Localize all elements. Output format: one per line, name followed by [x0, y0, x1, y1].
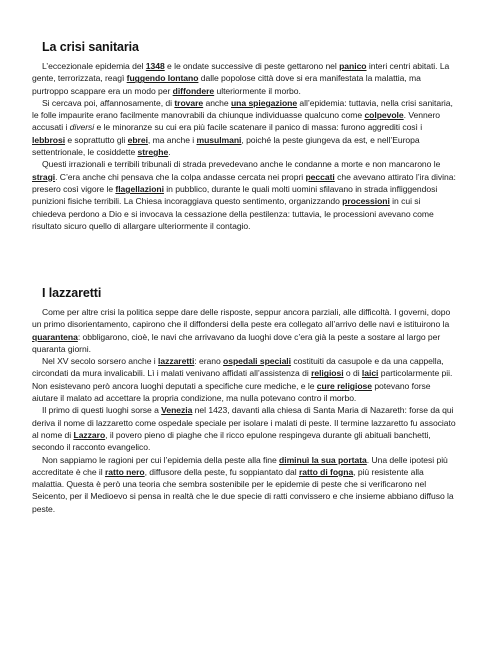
emphasized-term: Lazzaro	[73, 429, 106, 440]
emphasized-term: cure religiose	[316, 380, 372, 391]
emphasized-term: lazzaretti	[158, 356, 195, 367]
emphasized-term: peccati	[305, 171, 335, 182]
emphasized-term: flagellazioni	[115, 183, 164, 194]
emphasized-term: processioni	[342, 196, 390, 207]
emphasized-term: diffondere	[172, 85, 215, 96]
emphasized-term: diminuì la sua portata	[279, 454, 367, 465]
emphasized-term: Venezia	[161, 405, 193, 416]
section-body	[32, 60, 456, 232]
italic-term: diversi	[69, 122, 95, 133]
paragraph: Nel XV secolo sorsero anche i lazzaretti: erano ospedali speciali costituiti da casupole e da una cappella, circondati da mura invalicabili. Lì i malati venivano affidati all’assistenza di religiosi o di laici particolarmente pii. Non esistevano però ancora luoghi deputati a specifiche cure mediche, e le cure religiose potevano forse aiutare il malato ad accettare la propria condizione, ma nulla potevano contro il morbo.	[32, 356, 453, 404]
emphasized-term: musulmani	[196, 134, 242, 145]
section-lazzaretti	[32, 286, 456, 515]
emphasized-term: quarantena	[32, 331, 78, 342]
emphasized-term: laici	[361, 368, 379, 379]
paragraph: Il primo di questi luoghi sorse a Venezia nel 1423, davanti alla chiesa di Santa Maria di Nazareth: forse da qui deriva il nome di lazzaretto come ospedale speciale per isolare i malati di peste. Il termine lazzaretto fu associato al nome di Lazzaro, il povero pieno di piaghe che il ricco epulone respingeva durante gli abituali banchetti, secondo il racconto evangelico.	[32, 405, 456, 453]
emphasized-term: panico	[339, 61, 367, 71]
emphasized-term: stragi	[32, 171, 56, 182]
emphasized-term: una spiegazione	[230, 97, 298, 108]
emphasized-term: lebbrosi	[32, 134, 66, 145]
emphasized-term: ebrei	[127, 134, 148, 145]
paragraph: Non sappiamo le ragioni per cui l’epidemia della peste alla fine diminuì la sua portata. Una delle ipotesi più accreditate è che il ratto nero, diffusore della peste, fu soppiantato dal ratto di fogna, più resistente alla malattia. Questa è però una teoria che sembra sostenibile per le epidemie di peste che si verificarono nel Seicento, per il Medioevo si pensa in realtà che le due specie di ratti convissero e che insieme abbiano diffuso la peste.	[32, 454, 454, 514]
emphasized-term: ospedali speciali	[223, 356, 291, 367]
emphasized-term: trovare	[174, 97, 204, 108]
section-body	[32, 306, 456, 515]
section-title: I lazzaretti	[42, 286, 102, 300]
emphasized-term: 1348	[145, 61, 165, 71]
paragraph: Questi irrazionali e terribili tribunali di strada prevedevano anche le condanne a morte e non mancarono le stragi. C’era anche chi pensava che la colpa andasse cercata nei propri peccati che avevano attirato l’ira divina: presero così vigore le flagellazioni in pubblico, durante le quali molti uomini sfilavano in strada infliggendosi punizioni fisiche terribili. La Chiesa incoraggiava questo sentimento, organizzando processioni in cui si chiedeva perdono a Dio e si invocava la cessazione della pestilenza: tuttavia, le processioni avevano come risultato sicuro quello di allargare ulteriormente il contagio.	[32, 159, 456, 231]
emphasized-term: streghe	[137, 147, 169, 158]
section-title: La crisi sanitaria	[42, 40, 139, 54]
emphasized-term: fuggendo lontano	[126, 73, 199, 84]
paragraph: Si cercava poi, affannosamente, di trovare anche una spiegazione all’epidemia: tuttavia, nella crisi sanitaria, le folle impaurite erano facilmente manovrabili da chiunque individuasse qualcuno come colpevole. Vennero accusati i diversi e le minoranze su cui era più facile scatenare il panico di massa: furono aggrediti così i lebbrosi e soprattutto gli ebrei, ma anche i musulmani, poiché la peste giungeva da est, e nell’Europa settentrionale, le cosiddette streghe.	[32, 97, 453, 158]
emphasized-term: colpevole	[364, 110, 404, 121]
emphasized-term: ratto nero	[105, 466, 145, 477]
section-crisi-sanitaria	[32, 40, 456, 232]
paragraph: Come per altre crisi la politica seppe dare delle risposte, seppur ancora parziali, alle difficoltà. I governi, dopo un primo disorientamento, capirono che il diffondersi della peste era collegato all’arrivo delle navi e istituirono la quarantena: obbligarono, cioè, le navi che arrivavano da luoghi dove c’era già la peste a sostare al largo per quaranta giorni.	[32, 307, 451, 354]
emphasized-term: ratto di fogna	[298, 466, 354, 477]
emphasized-term: religiosi	[311, 368, 344, 379]
paragraph: L’eccezionale epidemia del 1348 e le ondate successive di peste gettarono nel panico interi centri abitati. La gente, terrorizzata, reagì fuggendo lontano dalle popolose città dove si era manifestata la malattia, ma purtroppo scappare era un modo per diffondere ulteriormente il morbo.	[32, 61, 450, 96]
